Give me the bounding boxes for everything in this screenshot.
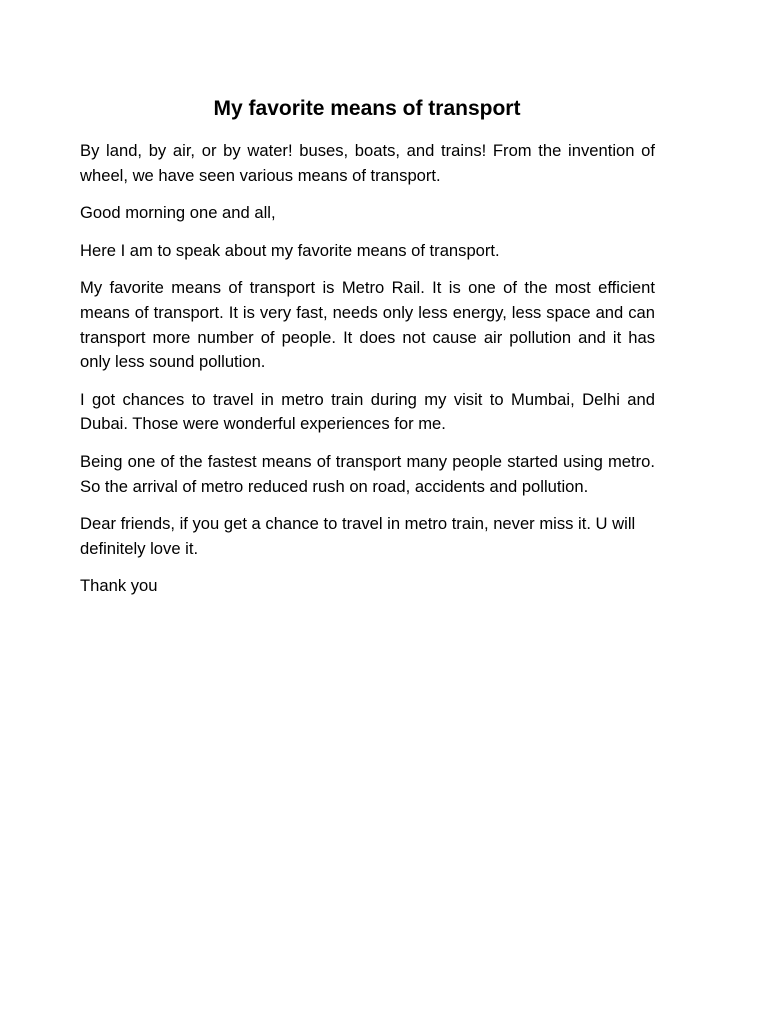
paragraph-topic: Here I am to speak about my favorite means of transport. bbox=[80, 240, 500, 260]
document-body bbox=[80, 139, 655, 612]
paragraph-travel-experience: I got chances to travel in metro train during my visit to Mumbai, Delhi and Dubai. Those were wonderful experiences for me. bbox=[80, 389, 655, 434]
document-title: My favorite means of transport bbox=[213, 97, 521, 120]
paragraph-advice: Dear friends, if you get a chance to travel in metro train, never miss it. U will definitely love it. bbox=[80, 514, 636, 558]
paragraph-metro-rail: My favorite means of transport is Metro Rail. It is one of the most efficient means of transport. It is very fast, needs only less energy, less space and can transport more number of people. It does not cause air pollution and it has only less sound pollution. bbox=[80, 278, 655, 372]
paragraph-closing: Thank you bbox=[80, 576, 158, 596]
paragraph-intro: By land, by air, or by water! buses, boats, and trains! From the invention of wheel, we have seen various means of transport. bbox=[80, 141, 655, 185]
paragraph-benefits: Being one of the fastest means of transport many people started using metro. So the arrival of metro reduced rush on road, accidents and pollution. bbox=[80, 451, 655, 496]
paragraph-greeting: Good morning one and all, bbox=[80, 203, 276, 223]
